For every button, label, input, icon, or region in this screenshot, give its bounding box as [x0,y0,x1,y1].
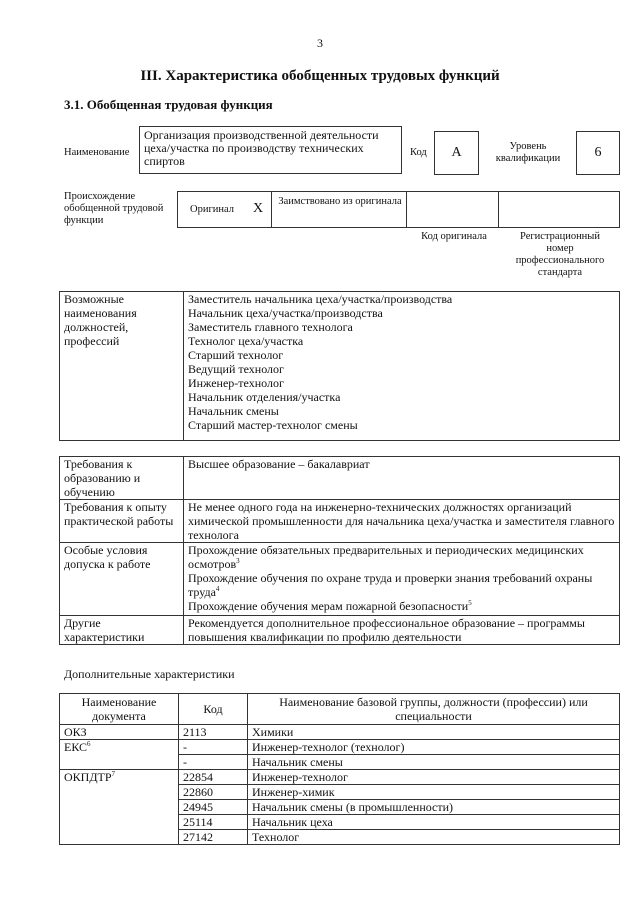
name-cell: Инженер-технолог [248,770,620,785]
code-cell: 22854 [179,770,248,785]
footnote-ref: 3 [236,557,240,565]
doc-cell [60,815,179,830]
requirement-label: Требования к образованию и обучению [60,457,184,500]
doc-cell [60,755,179,770]
code-cell: 25114 [179,815,248,830]
code-cell: 22860 [179,785,248,800]
doc-cell [60,800,179,815]
level-label: Уровень квалификации [495,141,561,164]
doc-cell [60,830,179,845]
code-cell: 2113 [179,725,248,740]
additional-title: Дополнительные характеристики [64,667,235,681]
requirement-line [188,543,615,571]
doc-cell [60,770,179,785]
requirement-value: Высшее образование – бакалавриат [184,457,620,500]
original-label: Оригинал [190,204,234,215]
code-cell: - [179,755,248,770]
list-item: Начальник смены [188,404,279,418]
table-row [60,740,620,755]
additional-table [59,693,620,845]
function-name-box: Организация производственной деятельности цеха/участка по производству технических спиртов [139,126,402,174]
requirement-line [188,599,615,613]
footnote-ref: 5 [468,599,472,607]
table-row [60,770,620,785]
name-cell: Технолог [248,830,620,845]
name-cell: Инженер-химик [248,785,620,800]
requirement-text: Прохождение обязательных предварительных и периодических медицинских осмотров [188,543,584,571]
footnote-ref: 7 [111,770,116,778]
column-header: Наименование документа [60,694,179,725]
code-cell: - [179,740,248,755]
page-number: 3 [317,36,323,50]
name-cell: Начальник смены [248,755,620,770]
reg-number-caption: Регистрационный номер профессионального стандарта [515,231,605,278]
name-label: Наименование [64,147,130,158]
list-item: Старший технолог [188,348,284,362]
borrowed-label: Заимствовано из оригинала [278,196,402,207]
column-header: Код [179,694,248,725]
name-cell: Начальник цеха [248,815,620,830]
list-item: Инженер-технолог [188,376,284,390]
original-mark: X [253,201,264,216]
list-item: Технолог цеха/участка [188,334,304,348]
requirement-label: Другие характеристики [60,616,184,645]
requirement-value: Не менее одного года на инженерно-технических должностях организаций химической промышленности для начальника цеха/участка и заместителя главного технолога [184,500,620,543]
origin-divider [498,191,499,228]
name-cell: Инженер-технолог (технолог) [248,740,620,755]
table-row [60,785,620,800]
column-header: Наименование базовой группы, должности (профессии) или специальности [248,694,620,725]
doc-cell [60,725,179,740]
code-original-caption: Код оригинала [421,231,487,242]
requirement-value [184,543,620,616]
origin-divider [271,191,272,228]
list-item: Заместитель главного технолога [188,320,353,334]
code-value-box: А [434,131,479,175]
code-label: Код [410,147,427,158]
table-row [60,800,620,815]
requirement-line [188,571,615,599]
subsection-title: 3.1. Обобщенная трудовая функция [64,97,273,112]
name-cell: Химики [248,725,620,740]
requirement-label: Требования к опыту практической работы [60,500,184,543]
table-row [60,815,620,830]
origin-label: Происхождение обобщенной трудовой функции [64,191,164,226]
list-item: Ведущий технолог [188,362,284,376]
doc-name: ЕКС [64,740,88,754]
doc-cell [60,740,179,755]
list-item: Старший мастер-технолог смены [188,418,358,432]
footnote-ref: 6 [87,740,91,748]
doc-name: ОКПДТР [64,770,112,784]
positions-list [184,292,620,441]
section-title: III. Характеристика обобщенных трудовых функций [140,68,500,84]
doc-cell [60,785,179,800]
positions-label: Возможные наименования должностей, профессий [60,292,184,441]
code-cell: 24945 [179,800,248,815]
doc-name: ОКЗ [64,725,87,739]
positions-table [59,291,620,441]
table-row [60,725,620,740]
requirement-label: Особые условия допуска к работе [60,543,184,616]
name-cell: Начальник смены (в промышленности) [248,800,620,815]
table-row [60,755,620,770]
origin-divider [406,191,407,228]
requirement-value: Рекомендуется дополнительное профессиональное образование – программы повышения квалификации по профилю деятельности [184,616,620,645]
requirement-text: Прохождение обучения мерам пожарной безопасности [188,599,469,613]
footnote-ref: 4 [215,585,220,593]
code-cell: 27142 [179,830,248,845]
list-item: Заместитель начальника цеха/участка/производства [188,292,453,306]
list-item: Начальник цеха/участка/производства [188,306,383,320]
list-item: Начальник отделения/участка [188,390,341,404]
table-row [60,830,620,845]
level-value-box: 6 [576,131,620,175]
requirement-text: Прохождение обучения по охране труда и проверки знания требований охраны труда [188,571,593,599]
requirements-table [59,456,620,645]
